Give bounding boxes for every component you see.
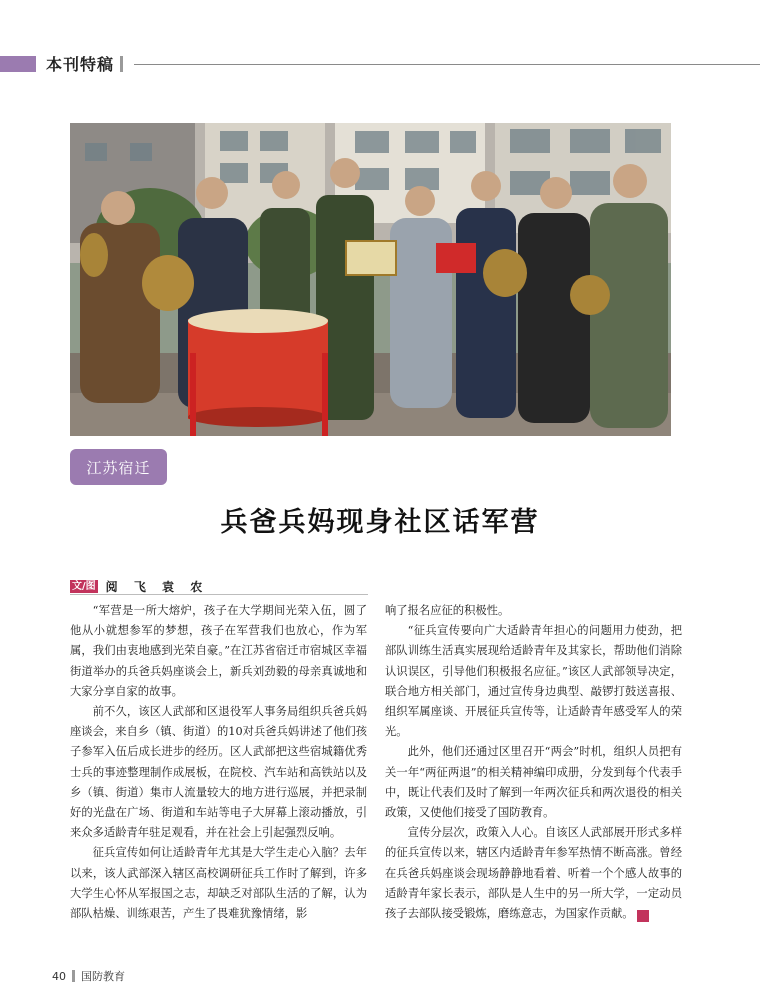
magazine-name: 国防教育 (81, 970, 125, 983)
article-photo (70, 123, 671, 436)
footer-separator (72, 970, 75, 982)
byline (70, 578, 208, 595)
section-rule (134, 64, 760, 65)
paragraph: 征兵宣传如何让适龄青年尤其是大学生走心入脑？去年以来，该人武部深入辖区高校调研征兵工作时了解到，许多大学生心怀从军报国之志，却缺乏对部队生活的了解，认为部队枯燥、训练艰苦，产生了畏难犹豫情绪，影 (70, 846, 367, 921)
byline-tag: 文/图 (72, 581, 96, 592)
end-mark-icon: G (637, 910, 649, 922)
paragraph: “征兵宣传要向广大适龄青年担心的问题用力使劲，把部队训练生活真实展现给适龄青年及其家长，帮助他们消除认识误区，引导他们积极报名应征。”该区人武部领导决定，联合地方相关部门，通过宣传身边典型、敲锣打鼓送喜报、组织军属座谈、开展征兵宣传等，让适龄青年感受军人的荣光。 (385, 624, 682, 739)
paragraph-text: 宣传分层次，政策入人心。自该区人武部展开形式多样的征兵宣传以来，辖区内适龄青年参军热情不断高涨。曾经在兵爸兵妈座谈会现场静静地看着、听着一个个感人故事的适龄青年家长表示，部队是人生中的另一所大学，一定动员孩子去部队接受锻炼，磨练意志，为国家作贡献。 (385, 826, 682, 921)
section-color-bar (0, 56, 36, 72)
page-number: 40 (52, 969, 66, 983)
article-column-right (385, 601, 682, 924)
article-column-left (70, 601, 367, 924)
paragraph-final (385, 823, 682, 924)
article-title: 兵爸兵妈现身社区话军营 (220, 507, 540, 538)
paragraph: 前不久，该区人武部和区退役军人事务局组织兵爸兵妈座谈会，来自乡（镇、街道）的10对兵爸兵妈讲述了他们孩子参军入伍后成长进步的经历。区人武部把这些宿城籍优秀士兵的事迹整理制作成展板，在院校、汽车站和高铁站以及乡（镇、街道）集市人流量较大的地方进行巡展，并把录制好的光盘在广场、街道和车站等电子大屏幕上滚动播放，引来众多适龄青年驻足观看，并在社会上引起强烈反响。 (70, 705, 367, 840)
byline-authors: 阅 飞 袁 农 (105, 580, 209, 594)
paragraph-continuation: 响了报名应征的积极性。 (385, 604, 510, 617)
section-label: 本刊特稿 (46, 55, 115, 74)
byline-rule (70, 594, 368, 595)
photo-illustration (70, 123, 671, 436)
paragraph: 此外，他们还通过区里召开“两会”时机，组织人员把有关一年“两征两退”的相关精神编印成册，分发到每个代表手中，既让代表们及时了解到一年两次征兵和两次退役的相关政策，又使他们接受了国防教育。 (385, 745, 682, 820)
region-tag: 江苏宿迁 (70, 449, 167, 485)
page-footer (52, 968, 125, 984)
section-tick (120, 56, 123, 72)
paragraph: “军营是一所大熔炉，孩子在大学期间光荣入伍，圆了他从小就想参军的梦想，孩子在军营我们也放心，作为军属，我们由衷地感到光荣自豪。”在江苏省宿迁市宿城区幸福街道举办的兵爸兵妈座谈会上，新兵刘劲毅的母亲真诚地和大家分享自家的故事。 (70, 604, 367, 698)
